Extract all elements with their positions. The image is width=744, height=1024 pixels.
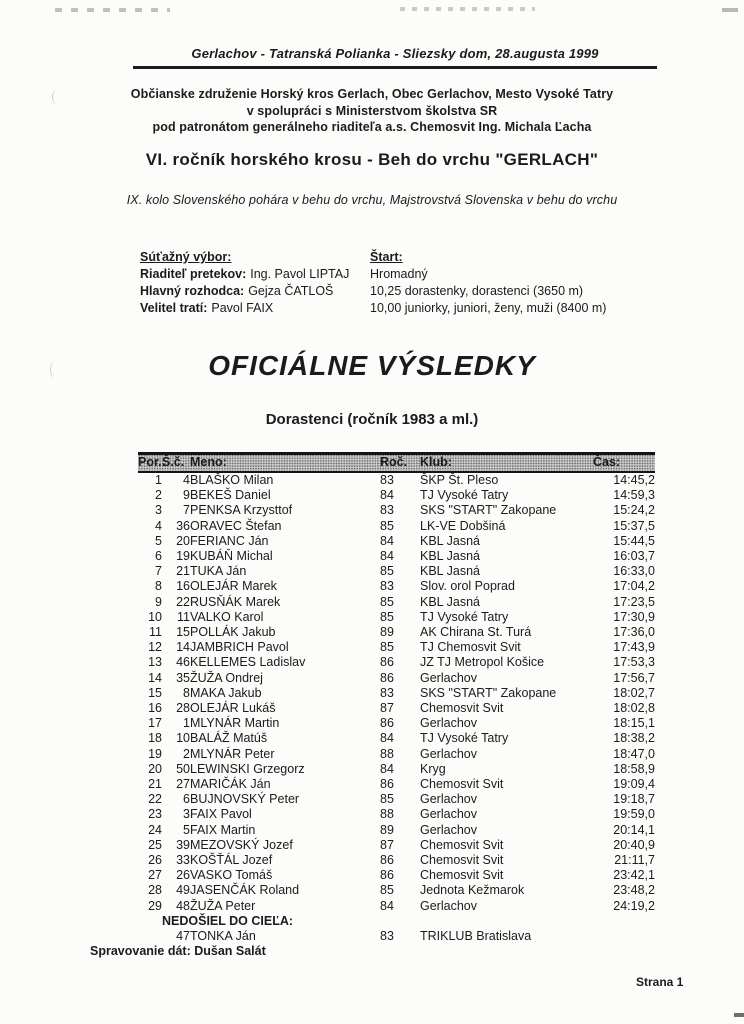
cell-klub: Chemosvit Svit — [420, 701, 504, 716]
event-title: VI. ročník horského krosu - Beh do vrchu "GERLACH" — [145, 150, 599, 169]
cell-roc: 86 — [380, 853, 394, 868]
cell-klub: KBL Jasná — [420, 564, 480, 579]
start-line: Hromadný — [370, 267, 428, 281]
cell-klub: Gerlachov — [420, 746, 477, 761]
cell-meno: KUBÁŇ Michal — [190, 549, 273, 564]
start-info-block — [370, 249, 670, 317]
cell-cas: 20:14,1 — [613, 822, 655, 837]
organizers-line: v spolupráci s Ministerstvom školstva SR — [246, 103, 498, 118]
cell-klub: TJ Vysoké Tatry — [420, 488, 509, 503]
cell-por: 6 — [155, 549, 162, 564]
cell-meno: BEKEŠ Daniel — [190, 488, 271, 503]
cell-empty — [138, 914, 162, 929]
table-row — [138, 807, 655, 822]
cell-por: 10 — [148, 609, 162, 624]
cell-roc: 85 — [380, 609, 394, 624]
cell-cas: 24:19,2 — [613, 898, 655, 913]
committee-person: Gejza ČATLOŠ — [248, 284, 334, 298]
dnf-label: NEDOŠIEL DO CIEĽA: — [162, 913, 294, 928]
scan-artifact — [722, 8, 738, 12]
col-header-roc: Roč. — [380, 455, 408, 470]
table-row — [138, 503, 655, 518]
cell-roc: 85 — [380, 518, 394, 533]
cell-por: 29 — [148, 898, 162, 913]
cell-roc: 85 — [380, 883, 394, 898]
cell-por: 2 — [155, 488, 162, 503]
cell-klub: SKS "START" Zakopane — [420, 685, 557, 700]
cell-sc: 35 — [176, 670, 190, 685]
cell-roc: 86 — [380, 670, 394, 685]
cell-klub: Gerlachov — [420, 670, 477, 685]
cell-meno: BALÁŽ Matúš — [190, 731, 268, 746]
col-header-por: Por.: — [138, 455, 166, 470]
cell-roc: 87 — [380, 701, 394, 716]
event-date-line: Gerlachov - Tatranská Polianka - Sliezsky dom, 28.augusta 1999 — [133, 46, 657, 69]
cell-sc: 15 — [176, 625, 190, 640]
cell-roc: 83 — [380, 579, 394, 594]
cell-roc: 83 — [380, 473, 394, 487]
cell-meno: TONKA Ján — [190, 929, 256, 944]
cell-cas: 14:45,2 — [613, 473, 655, 487]
cell-sc: 27 — [176, 777, 190, 792]
cell-meno: FAIX Martin — [190, 822, 256, 837]
cell-roc: 85 — [380, 564, 394, 579]
cell-meno: MLYNÁR Peter — [190, 746, 275, 761]
cell-roc: 88 — [380, 807, 394, 822]
cell-por: 15 — [148, 685, 162, 700]
cell-sc: 4 — [183, 473, 190, 487]
cell-por: 16 — [148, 701, 162, 716]
cell-cas: 17:23,5 — [613, 594, 655, 609]
cell-por: 20 — [148, 761, 162, 776]
results-table-header — [138, 454, 655, 473]
cell-meno: BLAŠKO Milan — [190, 473, 274, 487]
cell-meno: POLLÁK Jakub — [190, 625, 276, 640]
cell-sc: 26 — [176, 868, 190, 883]
cell-roc: 83 — [380, 685, 394, 700]
table-row — [138, 488, 655, 503]
cell-meno: MEZOVSKÝ Jozef — [190, 837, 293, 852]
cell-por: 25 — [148, 837, 162, 852]
cell-roc: 89 — [380, 822, 394, 837]
cell-cas: 18:15,1 — [613, 716, 655, 731]
cell-roc: 84 — [380, 761, 394, 776]
cell-klub: Gerlachov — [420, 822, 477, 837]
cell-sc: 7 — [183, 503, 190, 518]
cell-sc: 3 — [183, 807, 190, 822]
table-row — [138, 595, 655, 610]
cell-sc: 36 — [176, 518, 190, 533]
table-row — [138, 731, 655, 746]
cell-roc: 84 — [380, 549, 394, 564]
cell-klub: JZ TJ Metropol Košice — [420, 655, 545, 670]
cell-meno: BUJNOVSKÝ Peter — [190, 792, 300, 807]
cell-por: 28 — [148, 883, 162, 898]
cell-por: 13 — [148, 655, 162, 670]
start-line: 10,25 dorastenky, dorastenci (3650 m) — [370, 284, 584, 298]
cell-meno: RUSŇÁK Marek — [190, 594, 281, 609]
cell-sc: 50 — [176, 761, 190, 776]
cell-meno: JAMBRICH Pavol — [190, 640, 289, 655]
cell-sc: 10 — [176, 731, 190, 746]
committee-row — [140, 283, 370, 300]
cell-por: 23 — [148, 807, 162, 822]
organizers-line: pod patronátom generálneho riaditeľa a.s. Chemosvit Ing. Michala Ľacha — [152, 120, 592, 134]
cell-cas: 16:03,7 — [613, 549, 655, 564]
cell-cas: 17:43,9 — [613, 640, 655, 655]
cell-cas: 15:24,2 — [613, 503, 655, 518]
cell-roc: 88 — [380, 746, 394, 761]
committee-role-label: Riaditeľ pretekov: — [140, 267, 247, 281]
cell-roc: 85 — [380, 640, 394, 655]
event-subtitle: IX. kolo Slovenského pohára v behu do vrchu, Majstrovstvá Slovenska v behu do vrchu — [126, 193, 618, 207]
cell-meno: JASENČÁK Roland — [190, 883, 300, 898]
table-row — [138, 686, 655, 701]
cell-por: 18 — [148, 731, 162, 746]
cell-por: 24 — [148, 822, 162, 837]
cell-cas: 23:42,1 — [613, 868, 655, 883]
cell-por: 14 — [148, 670, 162, 685]
cell-por: 27 — [148, 868, 162, 883]
dnf-table-body — [138, 929, 655, 944]
cell-klub: Kryg — [420, 761, 446, 776]
cell-roc: 86 — [380, 716, 394, 731]
cell-klub: SKS "START" Zakopane — [420, 503, 557, 518]
cell-meno: TUKA Ján — [190, 564, 247, 579]
committee-block — [140, 249, 370, 317]
results-table — [138, 452, 655, 944]
table-row — [138, 777, 655, 792]
cell-sc: 14 — [176, 640, 190, 655]
cell-cas: 17:53,3 — [613, 655, 655, 670]
cell-sc: 28 — [176, 701, 190, 716]
cell-cas: 16:33,0 — [613, 564, 655, 579]
cell-sc: 39 — [176, 837, 190, 852]
col-header-sc: Š.č. — [162, 455, 185, 470]
cell-roc: 87 — [380, 837, 394, 852]
table-row — [138, 747, 655, 762]
cell-roc: 86 — [380, 868, 394, 883]
cell-roc: 84 — [380, 533, 394, 548]
cell-meno: MLYNÁR Martin — [190, 716, 280, 731]
cell-meno: ŽUŽA Ondrej — [190, 670, 263, 685]
cell-por: 9 — [155, 594, 162, 609]
cell-klub: KBL Jasná — [420, 549, 480, 564]
cell-meno: KELLEMES Ladislav — [190, 655, 306, 670]
cell-sc: 9 — [183, 488, 190, 503]
cell-cas: 23:48,2 — [613, 883, 655, 898]
committee-heading: Súťažný výbor: — [140, 250, 232, 264]
committee-row — [140, 300, 370, 317]
cell-cas: 18:02,8 — [613, 701, 655, 716]
cell-sc: 16 — [176, 579, 190, 594]
cell-cas — [593, 929, 655, 944]
cell-sc: 22 — [176, 594, 190, 609]
header-row — [138, 454, 655, 473]
cell-roc: 84 — [380, 898, 394, 913]
cell-cas: 20:40,9 — [613, 837, 655, 852]
cell-cas: 18:02,7 — [613, 685, 655, 700]
table-row — [138, 853, 655, 868]
table-row — [138, 883, 655, 898]
cell-meno: VALKO Karol — [190, 609, 264, 624]
cell-por: 11 — [149, 625, 162, 640]
cell-cas: 17:04,2 — [613, 579, 655, 594]
cell-cas: 17:30,9 — [613, 609, 655, 624]
cell-roc: 84 — [380, 731, 394, 746]
cell-cas: 21:11,7 — [614, 853, 655, 868]
cell-klub: Gerlachov — [420, 792, 477, 807]
cell-klub: TJ Chemosvit Svit — [420, 640, 521, 655]
results-table-body — [138, 472, 655, 914]
page-number: Strana 1 — [636, 975, 684, 989]
committee-person: Ing. Pavol LIPTAJ — [250, 267, 350, 281]
scan-artifact — [55, 8, 170, 12]
cell-por: 21 — [148, 777, 162, 792]
cell-meno: LEWINSKI Grzegorz — [190, 761, 305, 776]
start-lines — [370, 266, 670, 317]
cell-cas: 17:56,7 — [613, 670, 655, 685]
cell-sc: 19 — [176, 549, 190, 564]
results-main-title: OFICIÁLNE VÝSLEDKY — [208, 350, 536, 381]
table-row — [138, 549, 655, 564]
cell-klub: Chemosvit Svit — [420, 868, 504, 883]
cell-roc: 86 — [380, 777, 394, 792]
cell-roc: 86 — [380, 655, 394, 670]
cell-por: 17 — [148, 716, 162, 731]
cell-por: 19 — [148, 746, 162, 761]
table-row — [138, 716, 655, 731]
table-row — [138, 472, 655, 488]
data-admin-credit: Spravovanie dát: Dušan Salát — [90, 944, 266, 958]
cell-cas: 15:44,5 — [613, 533, 655, 548]
dnf-section — [138, 914, 655, 929]
cell-klub: Slov. orol Poprad — [420, 579, 515, 594]
table-row — [138, 640, 655, 655]
cell-meno: KOŠŤÁL Jozef — [190, 853, 273, 868]
cell-por: 7 — [155, 564, 162, 579]
cell-klub: LK-VE Dobšiná — [420, 518, 506, 533]
scan-artifact — [400, 7, 535, 11]
cell-cas: 19:09,4 — [613, 777, 655, 792]
cell-meno: FAIX Pavol — [190, 807, 252, 822]
cell-por: 26 — [148, 853, 162, 868]
table-row — [138, 534, 655, 549]
start-heading: Štart: — [370, 250, 403, 264]
table-row — [138, 579, 655, 594]
table-row — [138, 823, 655, 838]
table-row — [138, 671, 655, 686]
cell-klub: Jednota Kežmarok — [420, 883, 525, 898]
table-row — [138, 838, 655, 853]
cell-klub: ŠKP Št. Pleso — [420, 473, 499, 487]
table-row — [138, 519, 655, 534]
committee-person: Pavol FAIX — [211, 301, 274, 315]
cell-klub: AK Chirana St. Turá — [420, 625, 532, 640]
organizers-line: Občianske združenie Horský kros Gerlach, Obec Gerlachov, Mesto Vysoké Tatry — [130, 87, 614, 101]
cell-cas: 18:47,0 — [613, 746, 655, 761]
cell-klub: TRIKLUB Bratislava — [420, 929, 532, 944]
cell-klub: TJ Vysoké Tatry — [420, 609, 509, 624]
cell-sc: 47 — [176, 929, 190, 944]
table-row — [138, 868, 655, 883]
cell-cas: 15:37,5 — [613, 518, 655, 533]
cell-cas: 18:38,2 — [613, 731, 655, 746]
committee-role-label: Hlavný rozhodca: — [140, 284, 245, 298]
cell-meno: FERIANC Ján — [190, 533, 269, 548]
cell-cas: 19:18,7 — [613, 792, 655, 807]
cell-klub: Chemosvit Svit — [420, 777, 504, 792]
cell-klub: Chemosvit Svit — [420, 837, 504, 852]
cell-cas: 17:36,0 — [613, 625, 655, 640]
cell-meno: ŽUŽA Peter — [190, 898, 256, 913]
cell-klub: Gerlachov — [420, 898, 477, 913]
cell-sc: 6 — [183, 792, 190, 807]
cell-sc: 2 — [183, 746, 190, 761]
cell-klub: TJ Vysoké Tatry — [420, 731, 509, 746]
cell-klub: Chemosvit Svit — [420, 853, 504, 868]
cell-meno: OLEJÁR Marek — [190, 579, 277, 594]
cell-por: 3 — [155, 503, 162, 518]
cell-sc: 8 — [183, 685, 190, 700]
category-title: Dorastenci (ročník 1983 a ml.) — [265, 411, 479, 428]
cell-roc: 83 — [380, 929, 394, 944]
cell-meno: MARIČÁK Ján — [190, 777, 271, 792]
scan-artifact — [734, 1013, 744, 1017]
cell-por — [138, 929, 162, 944]
table-row — [138, 625, 655, 640]
table-row — [138, 610, 655, 625]
cell-roc: 89 — [380, 625, 394, 640]
cell-sc: 21 — [176, 564, 190, 579]
table-row — [138, 701, 655, 716]
cell-sc: 20 — [176, 533, 190, 548]
cell-por: 5 — [155, 533, 162, 548]
cell-sc: 1 — [183, 716, 190, 731]
cell-roc: 85 — [380, 792, 394, 807]
table-row — [138, 762, 655, 777]
cell-cas: 14:59,3 — [613, 488, 655, 503]
table-row — [138, 899, 655, 914]
committee-rows — [140, 266, 370, 317]
cell-sc: 5 — [183, 822, 190, 837]
cell-roc: 84 — [380, 488, 394, 503]
cell-klub: KBL Jasná — [420, 594, 480, 609]
dnf-label-row — [138, 914, 655, 929]
cell-sc: 33 — [176, 853, 190, 868]
cell-meno: OLEJÁR Lukáš — [190, 701, 276, 716]
col-header-meno: Meno: — [190, 455, 227, 470]
cell-sc: 49 — [176, 883, 190, 898]
cell-por: 8 — [155, 579, 162, 594]
table-row — [138, 655, 655, 670]
cell-sc: 46 — [176, 655, 190, 670]
col-header-klub: Klub: — [420, 455, 452, 470]
cell-klub: Gerlachov — [420, 716, 477, 731]
table-row — [138, 929, 655, 944]
committee-role-label: Velitel tratí: — [140, 301, 208, 315]
cell-por: 12 — [148, 640, 162, 655]
cell-por: 4 — [155, 518, 162, 533]
table-row — [138, 792, 655, 807]
cell-meno: ORAVEC Štefan — [190, 518, 282, 533]
start-line: 10,00 juniorky, juniori, ženy, muži (8400 m) — [370, 301, 607, 315]
table-row — [138, 564, 655, 579]
cell-roc: 85 — [380, 594, 394, 609]
cell-meno: VASKO Tomáš — [190, 868, 273, 883]
col-header-cas: Čas: — [593, 455, 621, 470]
cell-cas: 18:58,9 — [613, 761, 655, 776]
cell-sc: 11 — [177, 609, 190, 624]
cell-roc: 83 — [380, 503, 394, 518]
cell-por: 1 — [155, 473, 162, 487]
cell-sc: 48 — [176, 898, 190, 913]
cell-por: 22 — [148, 792, 162, 807]
cell-klub: Gerlachov — [420, 807, 477, 822]
cell-klub: KBL Jasná — [420, 533, 480, 548]
cell-cas: 19:59,0 — [613, 807, 655, 822]
organizers-block — [0, 86, 744, 136]
committee-row — [140, 266, 370, 283]
cell-meno: PENKSA Krzysttof — [190, 503, 293, 518]
cell-meno: MAKA Jakub — [190, 685, 262, 700]
